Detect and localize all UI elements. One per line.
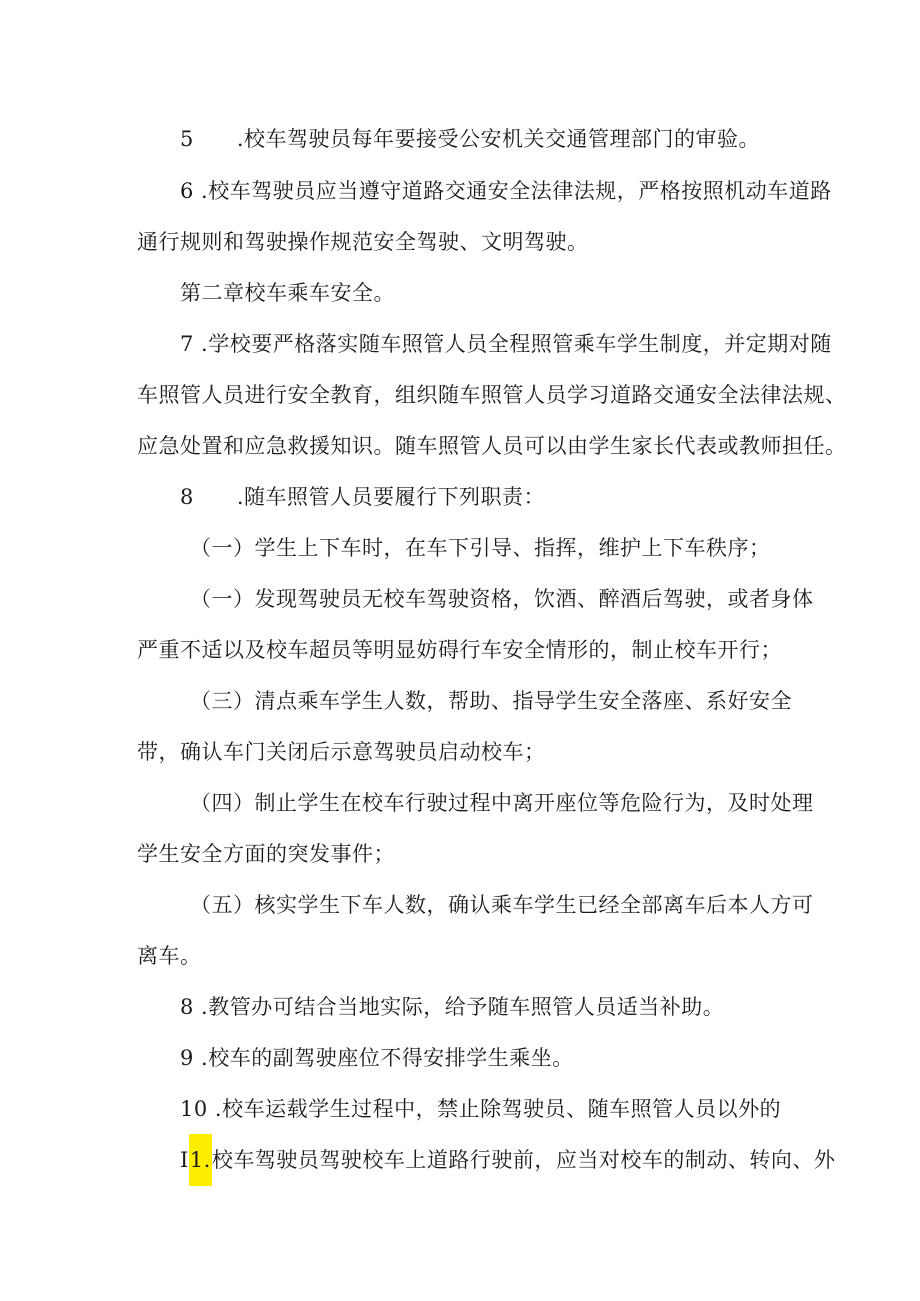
list-item-line: 学生安全方面的突发事件； [137,842,395,866]
paragraph-line: 应急处置和应急救援知识。随车照管人员可以由学生家长代表或教师担任。 [137,434,847,458]
list-item-line: （五）核实学生下车人数，确认乘车学生已经全部离车后本人方可 [190,893,814,917]
list-item-line: （三）清点乘车学生人数，帮助、指导学生安全落座、系好安全 [190,689,792,713]
paragraph-line: 8 .教管办可结合当地实际，给予随车照管人员适当补助。 [180,995,725,1019]
list-item-line: （一）发现驾驶员无校车驾驶资格，饮酒、醉酒后驾驶，或者身体 [190,587,814,611]
paragraph-line-last [180,1134,835,1186]
line-text: 校车驾驶员驾驶校车上道路行驶前，应当对校车的制动、转向、外 [211,1148,836,1172]
paragraph-line: 5 .校车驾驶员每年要接受公安机关交通管理部门的审验。 [180,127,761,151]
paragraph-line: 9 .校车的副驾驶座位不得安排学生乘坐。 [180,1046,574,1070]
chapter-heading: 第二章校车乘车安全。 [180,281,395,305]
paragraph-line: 8 .随车照管人员要履行下列职责： [180,485,546,509]
paragraph-line: 通行规则和驾驶操作规范安全驾驶、文明驾驶。 [137,230,589,254]
list-item-line: （一）学生上下车时，在车下引导、指挥，维护上下车秩序； [190,536,771,560]
list-item-line: 严重不适以及校车超员等明显妨碍行车安全情形的，制止校车开行； [137,638,782,662]
paragraph-line: 6 .校车驾驶员应当遵守道路交通安全法律法规，严格按照机动车道路 [180,179,832,203]
list-item-line: 带，确认车门关闭后示意驾驶员启动校车； [137,740,546,764]
list-item-line: （四）制止学生在校车行驶过程中离开座位等危险行为，及时处理 [190,791,814,815]
paragraph-line: 7 .学校要严格落实随车照管人员全程照管乘车学生制度，并定期对随 [180,332,832,356]
line-prefix: I [180,1148,189,1172]
highlighted-number: 1. [189,1134,212,1186]
paragraph-line: 10 .校车运载学生过程中，禁止除驾驶员、随车照管人员以外的 [180,1097,782,1121]
list-item-line: 离车。 [137,944,202,968]
paragraph-line: 车照管人员进行安全教育，组织随车照管人员学习道路交通安全法律法规、 [137,383,847,407]
